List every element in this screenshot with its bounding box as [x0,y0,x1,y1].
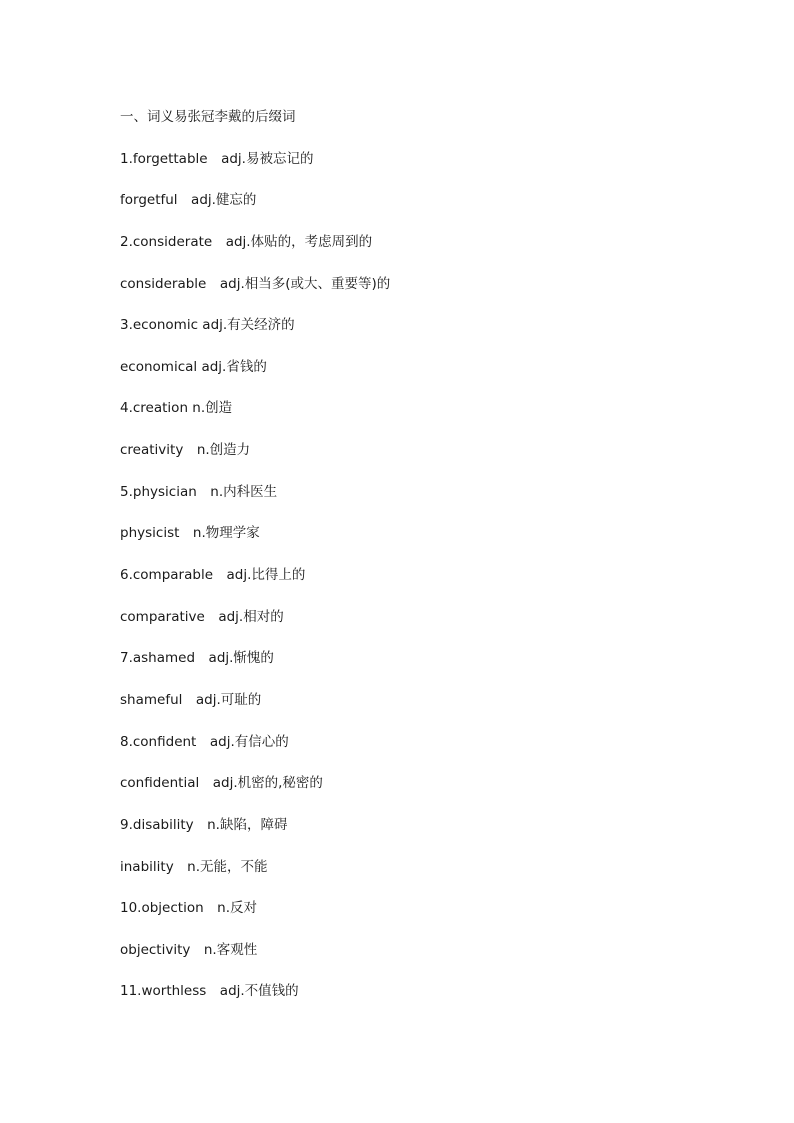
vocab-line-forgetful: forgetful adj.健忘的 [120,192,257,209]
vocab-line-considerable: considerable adj.相当多(或大、重要等)的 [120,275,391,292]
vocab-line-confidential: confidential adj.机密的,秘密的 [120,775,323,792]
vocab-line-shameful: shameful adj.可耻的 [120,691,262,708]
vocab-line-inability: inability n.无能，不能 [120,858,268,875]
vocab-line-forgettable: 1.forgettable adj.易被忘记的 [120,150,314,167]
vocab-line-physician: 5.physician n.内科医生 [120,483,278,500]
vocab-line-creation: 4.creation n.创造 [120,400,233,417]
vocab-line-worthless: 11.worthless adj.不值钱的 [120,983,299,1000]
vocab-line-considerate: 2.considerate adj.体贴的，考虑周到的 [120,233,373,250]
vocab-line-comparable: 6.comparable adj.比得上的 [120,567,306,584]
vocab-line-ashamed: 7.ashamed adj.惭愧的 [120,650,274,667]
document-body [120,107,680,1023]
vocab-line-physicist: physicist n.物理学家 [120,525,260,542]
vocab-line-comparative: comparative adj.相对的 [120,608,284,625]
vocab-line-objectivity: objectivity n.客观性 [120,941,258,958]
section-heading: 一、词义易张冠李戴的后缀词 [120,109,296,125]
vocab-line-creativity: creativity n.创造力 [120,442,251,459]
vocab-line-confident: 8.confident adj.有信心的 [120,733,289,750]
vocab-line-economic: 3.economic adj.有关经济的 [120,317,295,334]
vocab-line-economical: economical adj.省钱的 [120,358,267,375]
vocab-line-disability: 9.disability n.缺陷，障碍 [120,816,288,833]
vocab-line-objection: 10.objection n.反对 [120,900,257,917]
